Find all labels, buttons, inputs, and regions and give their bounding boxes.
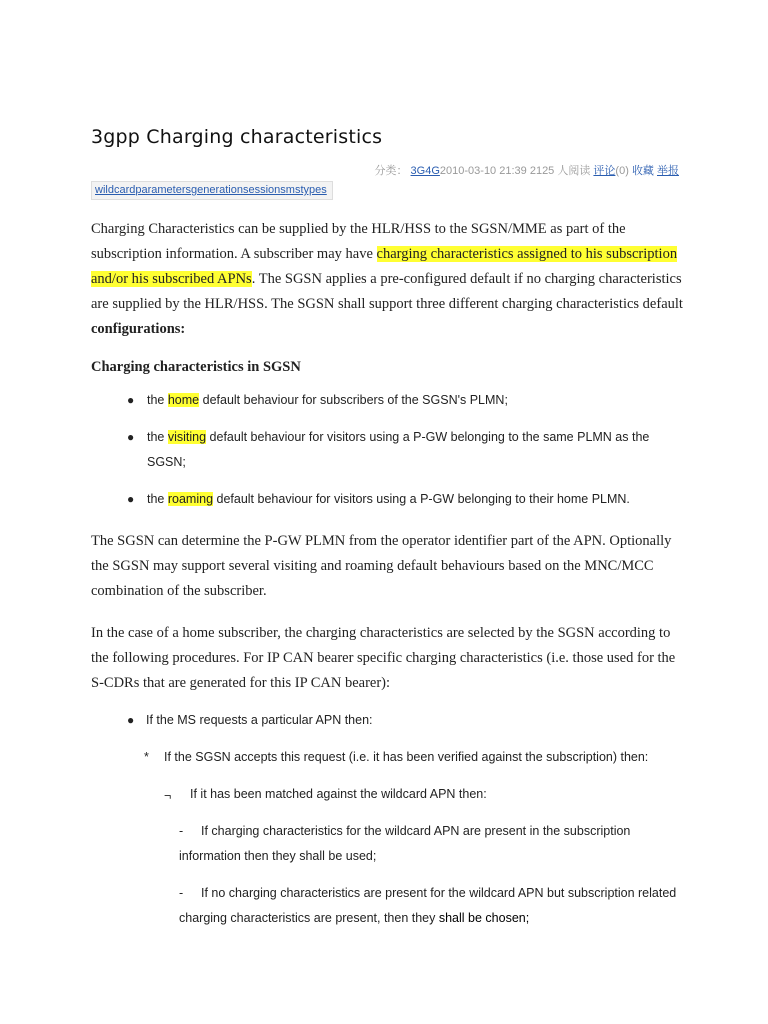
article [91, 126, 691, 931]
bullet-icon: ● [127, 393, 135, 407]
behaviour-list [91, 388, 691, 512]
category-link[interactable]: 3G4G [410, 165, 440, 177]
list-item [91, 782, 691, 807]
report-link[interactable]: 举报 [657, 165, 679, 177]
list-item [91, 708, 691, 733]
tag-link[interactable]: wildcard [95, 184, 136, 196]
item-text: default behaviour for visitors using a P-GW belonging to their home PLMN. [213, 492, 630, 506]
procedure-paragraph: In the case of a home subscriber, the charging characteristics are selected by the SGSN according to the following procedures. For IP CAN bearer specific charging characteristics (i.e. those used for the S-CDRs that are generated for this IP CAN bearer): [91, 625, 676, 691]
item-text-end: shall be chosen; [438, 911, 530, 925]
item-text: the [147, 393, 168, 407]
procedure-list [91, 708, 691, 931]
page-title: 3gpp Charging characteristics [91, 126, 383, 148]
bullet-icon: ● [127, 430, 135, 444]
bold-text: configurations: [91, 321, 186, 337]
highlighted-term: visiting [167, 430, 207, 444]
intro-text: Charging Characteristics can be supplied by the HLR/HSS to the SGSN/MME as part of the subscription information. A subscriber may have [91, 221, 626, 262]
list-item [91, 487, 687, 512]
list-item [91, 881, 679, 931]
plmn-paragraph: The SGSN can determine the P-GW PLMN from the operator identifier part of the APN. Optionally the SGSN may support several visiting and roaming default behaviours based on the MNC/MCC combination of the subscriber. [91, 533, 672, 599]
item-text: If it has been matched against the wildcard APN then: [190, 787, 487, 801]
intro-paragraph [91, 217, 686, 342]
dash-marker: - [179, 886, 184, 900]
tag-list [91, 181, 333, 200]
tag-link[interactable]: parameters [135, 184, 191, 196]
list-item [91, 425, 687, 475]
star-marker: * [144, 750, 149, 764]
category-label: 分类： [374, 165, 408, 177]
item-text: If the SGSN accepts this request (i.e. it has been verified against the subscription) then: [164, 750, 649, 764]
tag-link[interactable]: types [300, 184, 327, 196]
article-meta [91, 162, 679, 178]
item-text: If no charging characteristics are present for the wildcard APN but subscription related charging characteristics are present, then they [179, 886, 677, 925]
item-text: the [147, 492, 168, 506]
comments-count: (0) [615, 165, 629, 177]
item-text: If the MS requests a particular APN then: [146, 713, 373, 727]
highlighted-text: charging characteristics assigned to his subscription and/or his subscribed APNs [91, 246, 678, 287]
tag-link[interactable]: sessions [243, 184, 286, 196]
bullet-icon: ● [127, 713, 135, 727]
item-text: If charging characteristics for the wildcard APN are present in the subscription information then they shall be used; [179, 824, 631, 863]
tag-link[interactable]: generation [191, 184, 243, 196]
list-item [91, 745, 691, 770]
section-heading: Charging characteristics in SGSN [91, 359, 301, 375]
not-sign-marker: ¬ [164, 789, 172, 803]
read-count: 2125 人阅读 [529, 165, 591, 177]
comments-link[interactable]: 评论 [593, 165, 616, 177]
highlighted-term: roaming [167, 492, 214, 506]
favorite-link[interactable]: 收藏 [631, 165, 654, 177]
list-item [91, 388, 687, 413]
intro-text-cont: . The SGSN applies a pre-configured default if no charging characteristics are supplied by the HLR/HSS. The SGSN shall support three different charging characteristics default [91, 271, 683, 312]
tag-link[interactable]: ms [285, 184, 301, 196]
list-item [91, 819, 639, 869]
bullet-icon: ● [127, 492, 135, 506]
highlighted-term: home [167, 393, 200, 407]
dash-marker: - [179, 824, 184, 838]
item-text: the [147, 430, 168, 444]
item-text: default behaviour for subscribers of the SGSN's PLMN; [199, 393, 508, 407]
item-text: default behaviour for visitors using a P-GW belonging to the same PLMN as the SGSN; [147, 430, 650, 469]
post-datetime: 2010-03-10 21:39 [439, 165, 527, 177]
